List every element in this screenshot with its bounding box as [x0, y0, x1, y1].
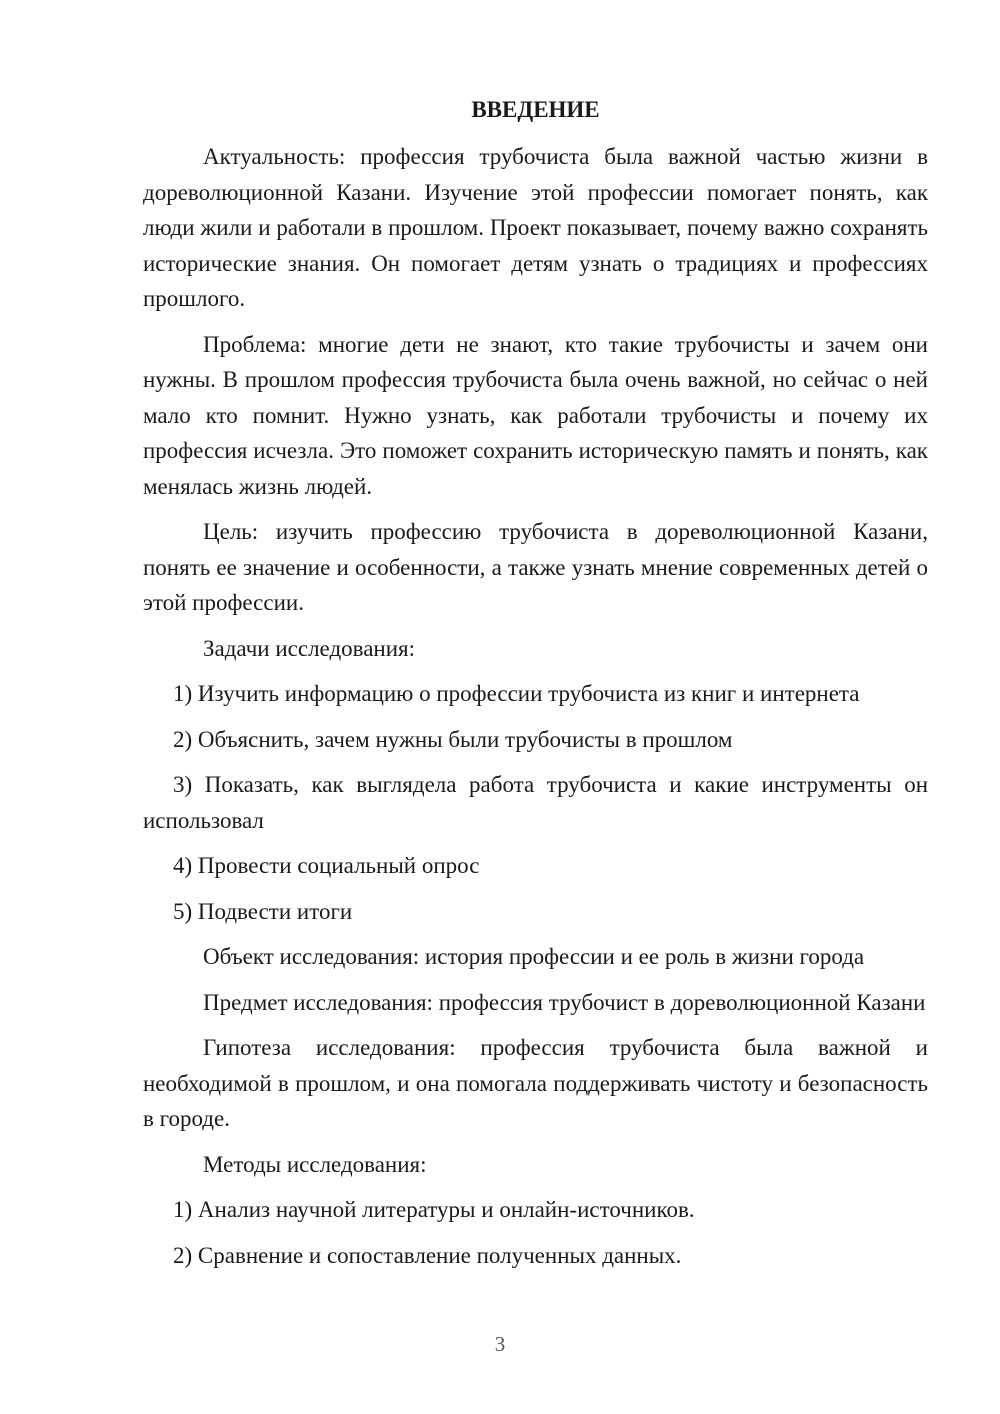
relevance-paragraph: Актуальность: профессия трубочиста была важной частью жизни в дореволюционной Казани. Изучение этой профессии помогает понять, как люди жили и работали в прошлом. Проект показывает, почему важно сохранять исторические знания. Он помогает детям узнать о традициях и профессиях прошлого. — [143, 144, 928, 311]
page-number: 3 — [494, 1332, 506, 1356]
task-item: 2) Объяснить, зачем нужны были трубочисты в прошлом — [173, 726, 733, 752]
method-item: 1) Анализ научной литературы и онлайн-источников. — [173, 1197, 695, 1222]
task-item: 1) Изучить информацию о профессии трубочиста из книг и интернета — [173, 681, 860, 706]
tasks-heading: Задачи исследования: — [203, 635, 416, 661]
method-item: 2) Сравнение и сопоставление полученных данных. — [173, 1242, 682, 1268]
subject-paragraph: Предмет исследования: профессия трубочист в дореволюционной Казани — [203, 989, 926, 1015]
goal-paragraph: Цель: изучить профессию трубочиста в дореволюционной Казани, понять ее значение и особенности, а также узнать мнение современных детей о этой профессии. — [143, 519, 928, 615]
document-page — [143, 92, 928, 1283]
problem-paragraph: Проблема: многие дети не знают, кто такие трубочисты и зачем они нужны. В прошлом профессия трубочиста была очень важной, но сейчас о ней мало кто помнит. Нужно узнать, как работали трубочисты и почему их профессия исчезла. Это поможет сохранить историческую память и понять, как менялась жизнь людей. — [143, 331, 928, 499]
task-item: 3) Показать, как выглядела работа трубочиста и какие инструменты он использовал — [143, 772, 928, 833]
section-title: ВВЕДЕНИЕ — [471, 97, 600, 122]
task-item: 4) Провести социальный опрос — [173, 853, 480, 878]
hypothesis-paragraph: Гипотеза исследования: профессия трубочиста была важной и необходимой в прошлом, и она помогала поддерживать чистоту и безопасность в городе. — [143, 1035, 928, 1131]
object-paragraph: Объект исследования: история профессии и ее роль в жизни города — [203, 944, 865, 969]
methods-heading: Методы исследования: — [203, 1151, 427, 1177]
task-item: 5) Подвести итоги — [173, 898, 353, 924]
